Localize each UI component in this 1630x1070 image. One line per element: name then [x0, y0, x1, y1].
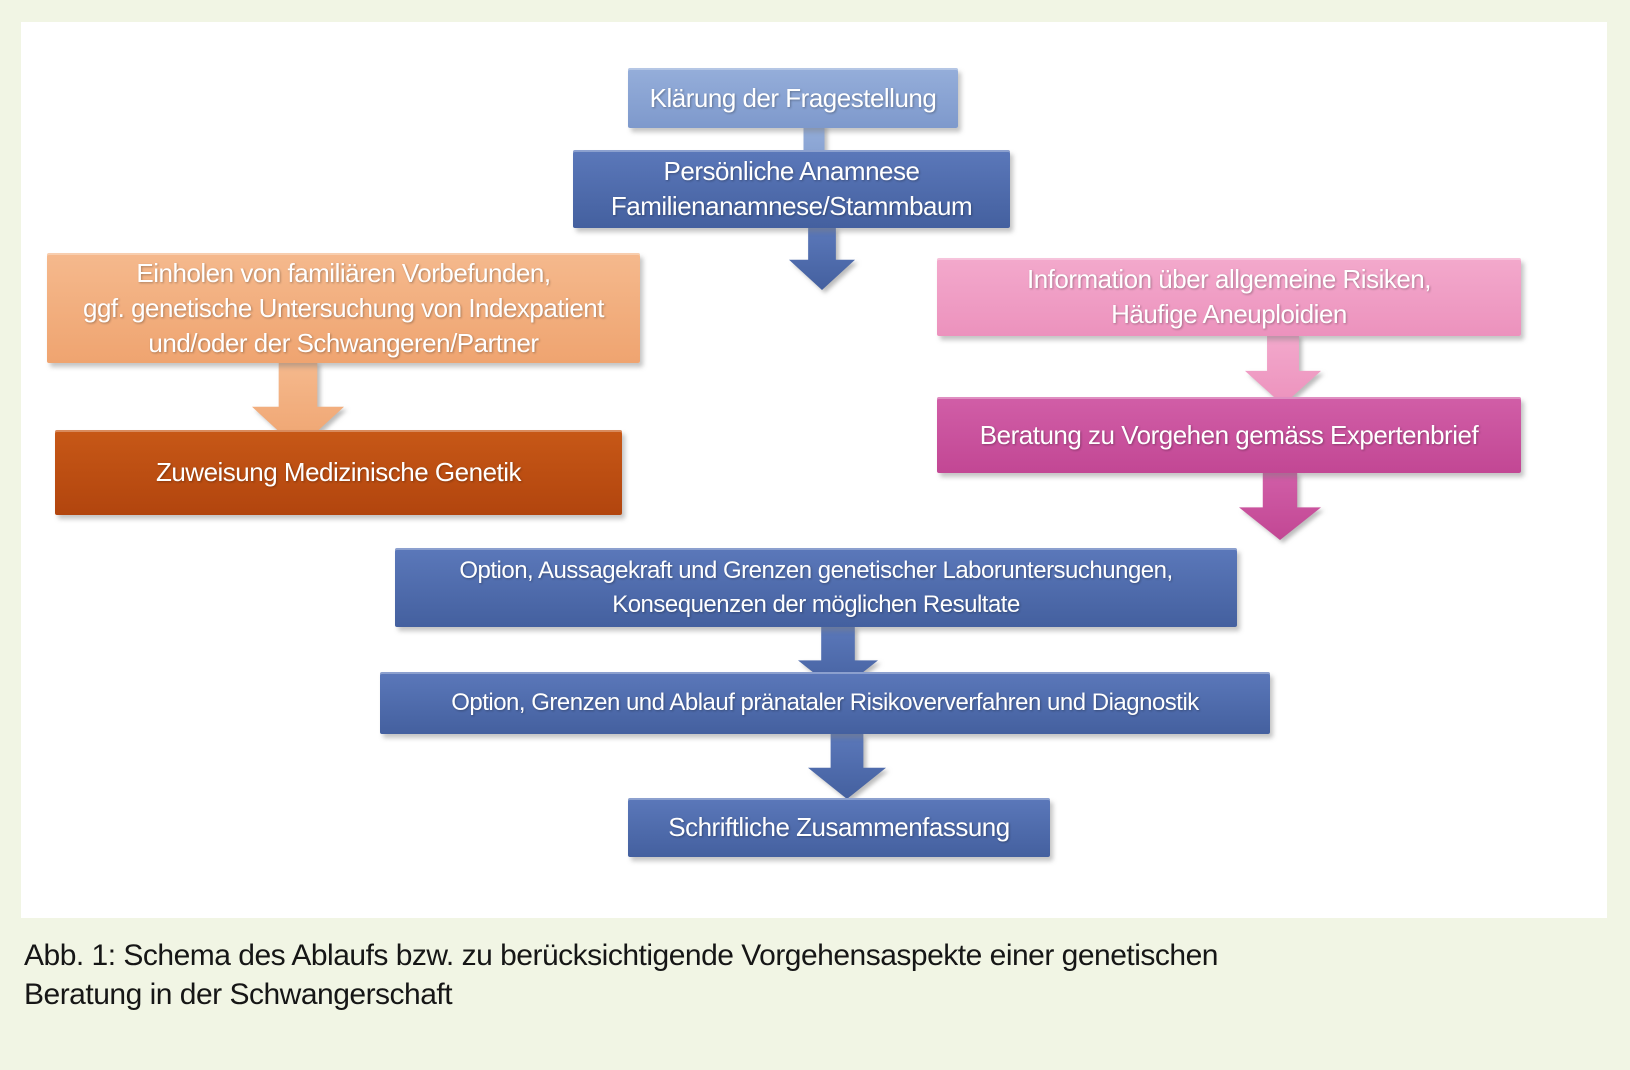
node-schriftliche-zusammenfassung: [628, 798, 1050, 857]
figure-panel: [21, 22, 1607, 918]
node-label: Beratung zu Vorgehen gemäss Expertenbrief: [979, 419, 1479, 450]
node-label: Klärung der Fragestellung: [649, 82, 937, 113]
node-option-laboruntersuchungen: [395, 548, 1237, 627]
node-label-line2: ggf. genetische Untersuchung von Indexpatient: [83, 292, 604, 323]
figure-caption: [24, 936, 1464, 1014]
beratung-to-option-arrow-icon: [1239, 472, 1321, 540]
figure-caption-line1: Abb. 1: Schema des Ablaufs bzw. zu berücksichtigende Vorgehensaspekte einer genetischen: [24, 939, 1218, 972]
node-label-line2: Häufige Aneuploidien: [1111, 299, 1347, 329]
node-label-line2: Familienanamnese/Stammbaum: [610, 191, 973, 221]
information-to-beratung-arrow-icon: [1245, 334, 1321, 405]
anamnese-down-arrow-icon: [789, 227, 855, 290]
node-beratung-expertenbrief: [937, 397, 1521, 473]
option-praenatal-down-arrow-icon: [808, 734, 886, 799]
node-einholen-vorbefunde: [47, 253, 640, 363]
node-label: Schriftliche Zusammenfassung: [668, 812, 1010, 842]
node-label-line1: Persönliche Anamnese: [663, 156, 920, 186]
node-zuweisung-medizinische-genetik: [55, 430, 622, 515]
node-persoenliche-anamnese: [573, 150, 1010, 228]
node-label-line1: Einholen von familiären Vorbefunden,: [136, 257, 551, 288]
node-label-line1: Option, Aussagekraft und Grenzen genetischer Laboruntersuchungen,: [459, 556, 1173, 584]
node-information-allgemeine-risiken: [937, 258, 1521, 336]
node-label-line3: und/oder der Schwangeren/Partner: [148, 327, 539, 358]
node-label-line1: Information über allgemeine Risiken,: [1027, 264, 1431, 294]
node-label: Zuweisung Medizinische Genetik: [155, 457, 522, 487]
node-klaerung-der-fragestellung: [628, 68, 958, 128]
node-option-praenatale-diagnostik: [380, 672, 1270, 734]
figure-caption-line2: Beratung in der Schwangerschaft: [24, 978, 453, 1011]
node-label-line2: Konsequenzen der möglichen Resultate: [612, 590, 1020, 618]
node-label: Option, Grenzen und Ablauf pränataler Risikoververfahren und Diagnostik: [451, 689, 1199, 716]
